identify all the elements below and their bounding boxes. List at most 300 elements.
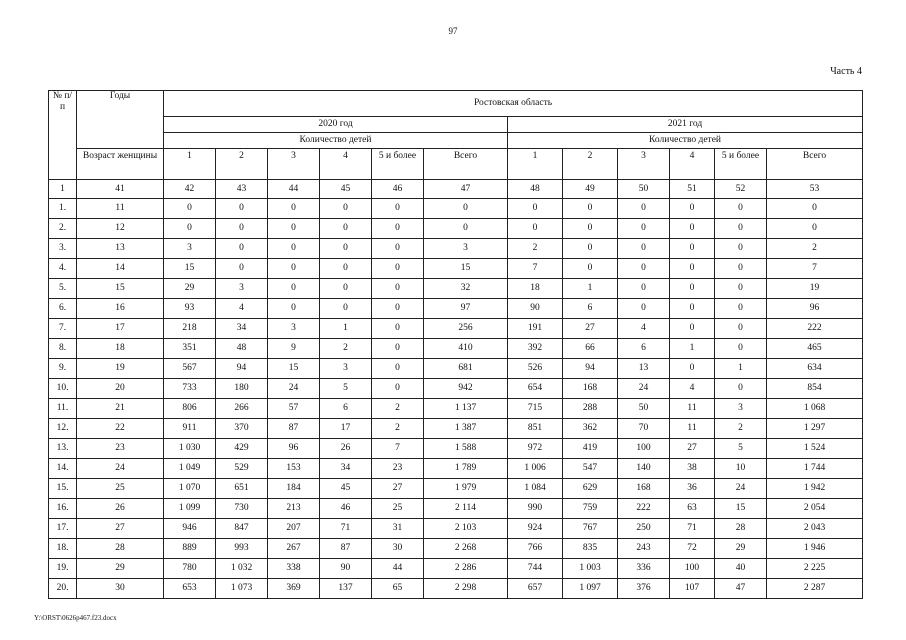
value-cell: 0 [618,219,670,239]
value-cell: 0 [670,279,715,299]
row-number: 16. [49,499,77,519]
value-cell: 70 [618,419,670,439]
value-cell: 38 [670,459,715,479]
value-cell: 3 [320,359,372,379]
value-cell: 1 049 [164,459,216,479]
age-cell: 27 [77,519,164,539]
row-number: 7. [49,319,77,339]
value-cell: 911 [164,419,216,439]
value-cell: 0 [508,199,563,219]
age-cell: 41 [77,180,164,199]
value-cell: 1 099 [164,499,216,519]
value-cell: 429 [216,439,268,459]
page-number: 97 [448,26,458,36]
value-cell: 153 [268,459,320,479]
value-cell: 0 [618,199,670,219]
age-cell: 28 [77,539,164,559]
row-number: 17. [49,519,77,539]
value-cell: 376 [618,579,670,599]
value-cell: 5 [715,439,767,459]
row-number: 9. [49,359,77,379]
value-cell: 0 [372,339,424,359]
value-cell: 23 [372,459,424,479]
value-cell: 140 [618,459,670,479]
value-cell: 0 [164,219,216,239]
value-cell: 43 [216,180,268,199]
value-cell: 243 [618,539,670,559]
value-cell: 2 114 [424,499,508,519]
value-cell: 733 [164,379,216,399]
col-label-2021-3: 3 [618,149,670,180]
col-label-2020-5: 5 и более [372,149,424,180]
value-cell: 0 [268,259,320,279]
value-cell: 3 [424,239,508,259]
value-cell: 30 [372,539,424,559]
value-cell: 53 [767,180,863,199]
value-cell: 1 073 [216,579,268,599]
table-row [49,319,863,339]
age-cell: 15 [77,279,164,299]
value-cell: 889 [164,539,216,559]
age-cell: 16 [77,299,164,319]
value-cell: 854 [767,379,863,399]
value-cell: 1 524 [767,439,863,459]
table-row [49,419,863,439]
age-cell: 26 [77,499,164,519]
row-number: 1. [49,199,77,219]
value-cell: 256 [424,319,508,339]
value-cell: 7 [508,259,563,279]
value-cell: 93 [164,299,216,319]
value-cell: 2 298 [424,579,508,599]
value-cell: 0 [670,199,715,219]
value-cell: 2 287 [767,579,863,599]
value-cell: 835 [563,539,618,559]
table-row [49,539,863,559]
value-cell: 94 [216,359,268,379]
header-year-2020: 2020 год [164,117,508,133]
header-region: Ростовская область [164,91,863,117]
table-row [49,519,863,539]
value-cell: 31 [372,519,424,539]
value-cell: 0 [164,199,216,219]
value-cell: 0 [216,219,268,239]
value-cell: 15 [268,359,320,379]
value-cell: 48 [216,339,268,359]
value-cell: 2 043 [767,519,863,539]
value-cell: 1 084 [508,479,563,499]
value-cell: 654 [508,379,563,399]
value-cell: 634 [767,359,863,379]
value-cell: 7 [372,439,424,459]
age-cell: 13 [77,239,164,259]
value-cell: 1 942 [767,479,863,499]
value-cell: 0 [670,219,715,239]
value-cell: 0 [715,259,767,279]
value-cell: 0 [618,279,670,299]
value-cell: 0 [320,279,372,299]
value-cell: 0 [670,319,715,339]
value-cell: 34 [320,459,372,479]
col-label-2020-3: 3 [268,149,320,180]
value-cell: 851 [508,419,563,439]
value-cell: 362 [563,419,618,439]
value-cell: 65 [372,579,424,599]
value-cell: 0 [372,359,424,379]
value-cell: 465 [767,339,863,359]
value-cell: 168 [563,379,618,399]
value-cell: 42 [164,180,216,199]
table-row [49,459,863,479]
age-cell: 25 [77,479,164,499]
value-cell: 681 [424,359,508,379]
value-cell: 90 [508,299,563,319]
table-row [49,499,863,519]
value-cell: 0 [715,239,767,259]
value-cell: 1 003 [563,559,618,579]
age-cell: 18 [77,339,164,359]
value-cell: 32 [424,279,508,299]
header-age: Возраст женщины [77,149,164,180]
value-cell: 1 588 [424,439,508,459]
value-cell: 990 [508,499,563,519]
table-row [49,259,863,279]
value-cell: 759 [563,499,618,519]
value-cell: 47 [424,180,508,199]
value-cell: 3 [164,239,216,259]
value-cell: 1 068 [767,399,863,419]
value-cell: 44 [372,559,424,579]
table-row [49,299,863,319]
value-cell: 47 [715,579,767,599]
age-cell: 24 [77,459,164,479]
value-cell: 715 [508,399,563,419]
row-number: 1 [49,180,77,199]
value-cell: 5 [320,379,372,399]
value-cell: 213 [268,499,320,519]
value-cell: 1 744 [767,459,863,479]
value-cell: 267 [268,539,320,559]
value-cell: 924 [508,519,563,539]
value-cell: 338 [268,559,320,579]
value-cell: 0 [563,199,618,219]
value-cell: 526 [508,359,563,379]
header-year-2021: 2021 год [508,117,863,133]
value-cell: 48 [508,180,563,199]
value-cell: 2 103 [424,519,508,539]
value-cell: 52 [715,180,767,199]
value-cell: 87 [320,539,372,559]
row-number: 6. [49,299,77,319]
value-cell: 25 [372,499,424,519]
value-cell: 49 [563,180,618,199]
col-label-2020-6: Всего [424,149,508,180]
row-number: 8. [49,339,77,359]
table-row [49,219,863,239]
value-cell: 96 [268,439,320,459]
value-cell: 351 [164,339,216,359]
value-cell: 0 [767,199,863,219]
value-cell: 0 [372,199,424,219]
value-cell: 1 [563,279,618,299]
value-cell: 0 [320,259,372,279]
value-cell: 419 [563,439,618,459]
value-cell: 0 [670,299,715,319]
value-cell: 57 [268,399,320,419]
value-cell: 1 [670,339,715,359]
value-cell: 72 [670,539,715,559]
age-cell: 20 [77,379,164,399]
value-cell: 972 [508,439,563,459]
header-years: Годы [77,91,164,149]
value-cell: 29 [715,539,767,559]
value-cell: 2 [508,239,563,259]
age-cell: 21 [77,399,164,419]
value-cell: 0 [372,219,424,239]
value-cell: 29 [164,279,216,299]
value-cell: 6 [618,339,670,359]
part-label: Часть 4 [830,66,862,77]
value-cell: 0 [563,219,618,239]
value-cell: 4 [618,319,670,339]
table-row [49,339,863,359]
value-cell: 780 [164,559,216,579]
value-cell: 3 [268,319,320,339]
value-cell: 15 [164,259,216,279]
value-cell: 44 [268,180,320,199]
value-cell: 46 [372,180,424,199]
value-cell: 0 [767,219,863,239]
value-cell: 0 [268,199,320,219]
value-cell: 0 [670,359,715,379]
value-cell: 50 [618,180,670,199]
col-label-2021-5: 5 и более [715,149,767,180]
value-cell: 3 [216,279,268,299]
value-cell: 0 [424,219,508,239]
value-cell: 0 [320,199,372,219]
col-label-2021-2: 2 [563,149,618,180]
header-children-2021: Количество детей [508,133,863,149]
value-cell: 18 [508,279,563,299]
footer-path: Y:\ORST\0626p467.f23.docx [34,614,117,622]
value-cell: 0 [320,239,372,259]
value-cell: 9 [268,339,320,359]
value-cell: 767 [563,519,618,539]
value-cell: 1 [320,319,372,339]
value-cell: 0 [670,239,715,259]
value-cell: 0 [563,259,618,279]
value-cell: 40 [715,559,767,579]
value-cell: 806 [164,399,216,419]
value-cell: 51 [670,180,715,199]
value-cell: 24 [618,379,670,399]
value-cell: 11 [670,419,715,439]
value-cell: 63 [670,499,715,519]
age-cell: 14 [77,259,164,279]
value-cell: 266 [216,399,268,419]
value-cell: 0 [715,339,767,359]
value-cell: 0 [372,279,424,299]
value-cell: 45 [320,180,372,199]
age-cell: 11 [77,199,164,219]
value-cell: 1 [715,359,767,379]
value-cell: 1 006 [508,459,563,479]
row-number: 3. [49,239,77,259]
value-cell: 0 [372,259,424,279]
row-number: 4. [49,259,77,279]
value-cell: 0 [715,219,767,239]
value-cell: 2 286 [424,559,508,579]
row-number: 5. [49,279,77,299]
row-number: 15. [49,479,77,499]
value-cell: 6 [563,299,618,319]
table-row [49,359,863,379]
table-row [49,199,863,219]
col-label-2020-4: 4 [320,149,372,180]
value-cell: 2 [767,239,863,259]
value-cell: 1 789 [424,459,508,479]
value-cell: 1 030 [164,439,216,459]
value-cell: 847 [216,519,268,539]
age-cell: 17 [77,319,164,339]
value-cell: 410 [424,339,508,359]
table-row [49,399,863,419]
value-cell: 0 [216,239,268,259]
value-cell: 946 [164,519,216,539]
value-cell: 34 [216,319,268,339]
value-cell: 45 [320,479,372,499]
value-cell: 24 [715,479,767,499]
value-cell: 94 [563,359,618,379]
value-cell: 0 [715,279,767,299]
value-cell: 1 946 [767,539,863,559]
table-row [49,479,863,499]
value-cell: 0 [372,319,424,339]
value-cell: 0 [372,379,424,399]
table-row [49,279,863,299]
value-cell: 46 [320,499,372,519]
header-number: № п/п [49,91,77,180]
value-cell: 1 097 [563,579,618,599]
value-cell: 369 [268,579,320,599]
col-label-2020-1: 1 [164,149,216,180]
age-cell: 19 [77,359,164,379]
table-row [49,579,863,599]
value-cell: 1 297 [767,419,863,439]
value-cell: 207 [268,519,320,539]
value-cell: 2 [320,339,372,359]
value-cell: 0 [715,319,767,339]
value-cell: 7 [767,259,863,279]
value-cell: 0 [715,379,767,399]
row-number: 14. [49,459,77,479]
value-cell: 184 [268,479,320,499]
value-cell: 24 [268,379,320,399]
value-cell: 50 [618,399,670,419]
value-cell: 0 [618,239,670,259]
value-cell: 1 137 [424,399,508,419]
value-cell: 1 070 [164,479,216,499]
value-cell: 2 [372,419,424,439]
value-cell: 168 [618,479,670,499]
column-index-row [49,180,863,199]
value-cell: 0 [268,279,320,299]
value-cell: 17 [320,419,372,439]
value-cell: 4 [670,379,715,399]
value-cell: 0 [268,239,320,259]
value-cell: 90 [320,559,372,579]
value-cell: 137 [320,579,372,599]
value-cell: 3 [715,399,767,419]
value-cell: 71 [320,519,372,539]
value-cell: 0 [320,219,372,239]
value-cell: 27 [670,439,715,459]
value-cell: 1 979 [424,479,508,499]
value-cell: 96 [767,299,863,319]
value-cell: 0 [670,259,715,279]
value-cell: 218 [164,319,216,339]
value-cell: 191 [508,319,563,339]
row-number: 10. [49,379,77,399]
age-cell: 30 [77,579,164,599]
col-label-2021-4: 4 [670,149,715,180]
value-cell: 19 [767,279,863,299]
value-cell: 0 [268,299,320,319]
value-cell: 11 [670,399,715,419]
value-cell: 629 [563,479,618,499]
value-cell: 100 [618,439,670,459]
value-cell: 222 [767,319,863,339]
value-cell: 0 [216,199,268,219]
value-cell: 0 [563,239,618,259]
value-cell: 97 [424,299,508,319]
table-row [49,379,863,399]
value-cell: 567 [164,359,216,379]
births-table [48,90,863,599]
value-cell: 730 [216,499,268,519]
value-cell: 0 [715,299,767,319]
table-row [49,439,863,459]
value-cell: 36 [670,479,715,499]
col-label-2021-1: 1 [508,149,563,180]
header-children-2020: Количество детей [164,133,508,149]
value-cell: 288 [563,399,618,419]
value-cell: 87 [268,419,320,439]
value-cell: 0 [715,199,767,219]
value-cell: 993 [216,539,268,559]
value-cell: 744 [508,559,563,579]
value-cell: 222 [618,499,670,519]
value-cell: 653 [164,579,216,599]
value-cell: 0 [216,259,268,279]
table-row [49,239,863,259]
row-number: 20. [49,579,77,599]
col-label-2020-2: 2 [216,149,268,180]
row-number: 2. [49,219,77,239]
value-cell: 27 [372,479,424,499]
value-cell: 10 [715,459,767,479]
value-cell: 2 [372,399,424,419]
value-cell: 392 [508,339,563,359]
value-cell: 100 [670,559,715,579]
age-cell: 29 [77,559,164,579]
col-label-2021-6: Всего [767,149,863,180]
row-number: 19. [49,559,77,579]
value-cell: 27 [563,319,618,339]
age-cell: 23 [77,439,164,459]
row-number: 12. [49,419,77,439]
value-cell: 370 [216,419,268,439]
